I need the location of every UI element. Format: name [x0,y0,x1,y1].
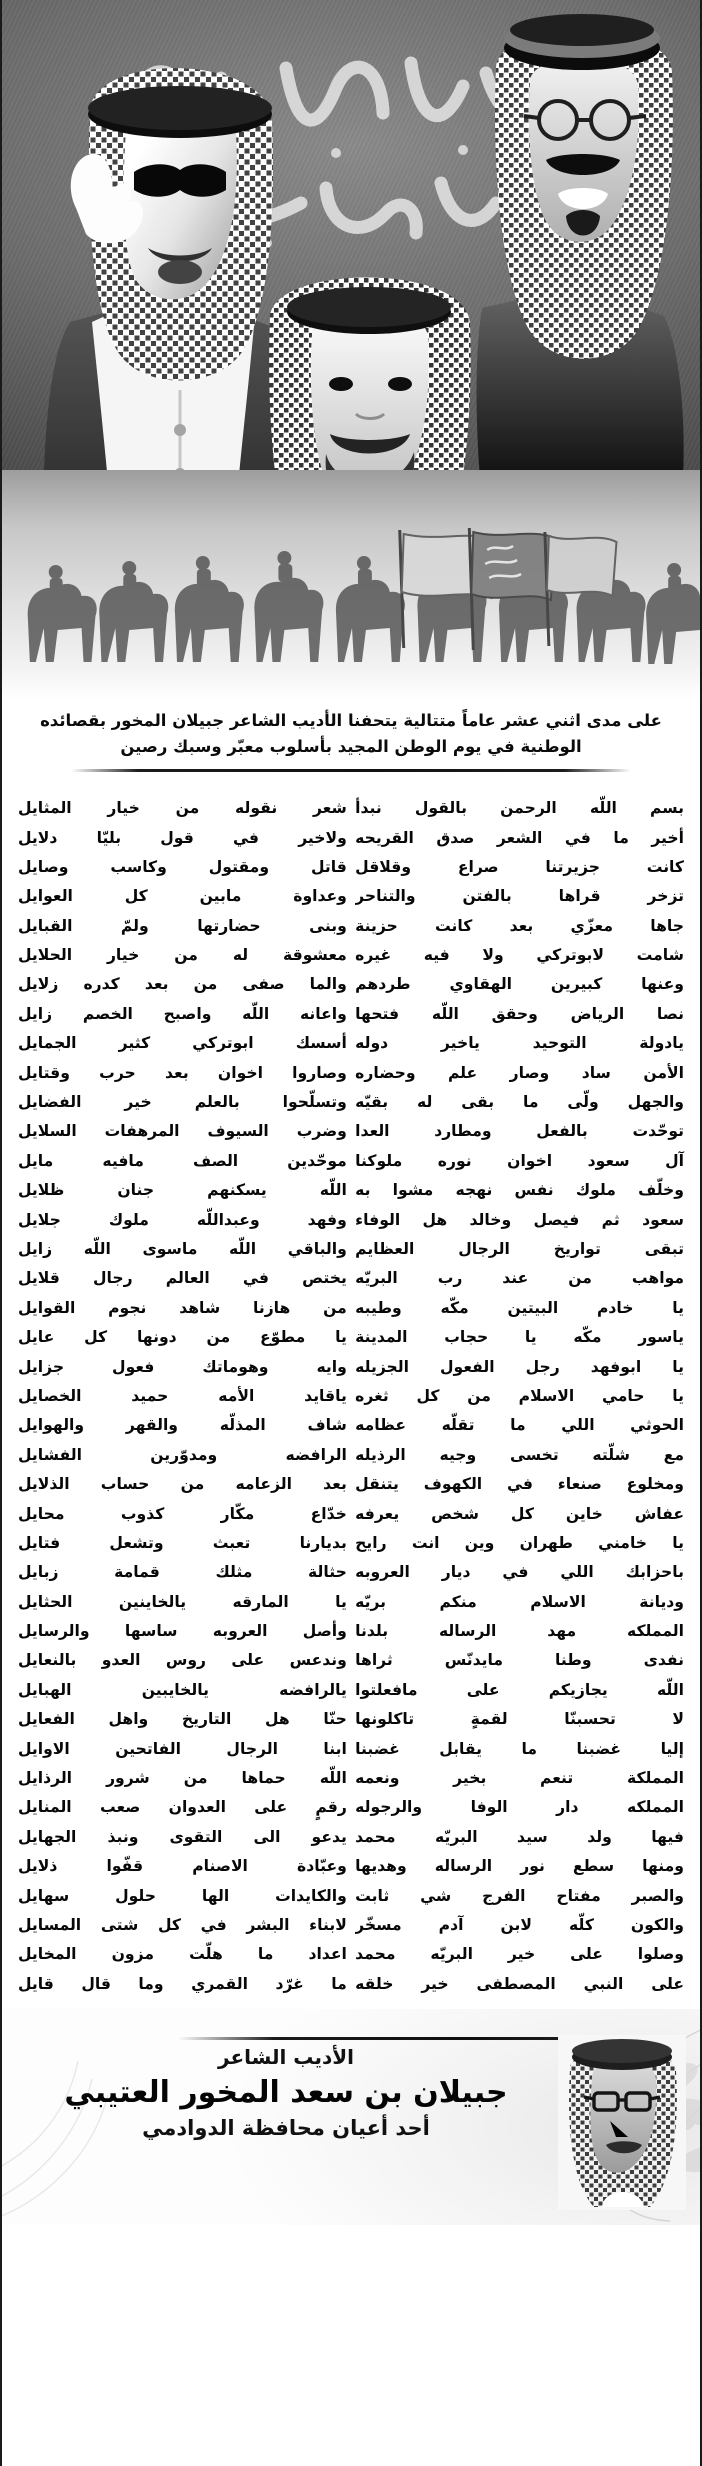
hemistich-first: اللّه يجازيكم على مافعلتوا [355,1680,684,1699]
hemistich-second: اللّه يسكنهم جنان ظلايل [18,1181,347,1200]
poem-line [12,1000,690,1029]
poem-line [12,853,690,882]
poem-line [12,1940,690,1969]
poem-line [12,1382,690,1411]
hemistich-second: والكايدات الها حلول سهايل [18,1886,347,1905]
hemistich-first: كانت جزيرتنا صراع وقلاقل [355,857,684,876]
poem-line [12,1646,690,1675]
poem-line [12,1235,690,1264]
hemistich-second: وضرب السيوف المرهفات السلايل [18,1122,347,1141]
poem-line [12,1764,690,1793]
poem-line [12,941,690,970]
hemistich-first: بسم اللّه الرحمن بالقول نبدأ [355,799,684,818]
poem-line [12,1206,690,1235]
poem-line [12,1529,690,1558]
poem-line [12,1059,690,1088]
poem-line [12,1147,690,1176]
hemistich-first: عفاش خاين كل شخص يعرفه [355,1504,684,1523]
poet-byline-footer [2,2009,700,2225]
poem-line [12,1176,690,1205]
hemistich-second: وندعس على روس العدو بالنعايل [18,1651,347,1670]
hemistich-first: المملكه دار الوفا والرجوله [355,1798,684,1817]
poem-line [12,1911,690,1940]
hemistich-first: نصا الرياض وحقق اللّه فتحها [355,1004,684,1023]
hemistich-second: ياقايد الأمه حميد الخصايل [18,1386,347,1405]
hemistich-second: ولاخير في قول بليّا دلايل [18,828,347,847]
hemistich-second: أسسك ابوتركي كثير الجمايل [18,1034,347,1053]
poem-line [12,1117,690,1146]
hemistich-second: يدعو الى التقوى ونبذ الجهايل [18,1827,347,1846]
hemistich-first: ياسور مكّه يا حجاب المدينة [355,1328,684,1347]
poem-line [12,882,690,911]
poem-line [12,1617,690,1646]
poem-line [12,1882,690,1911]
hemistich-second: يا مطوّع من دونها كل عايل [18,1328,347,1347]
poem-line [12,1441,690,1470]
hemistich-first: لا تحسبنّا لقمةٍ تاكلونها [355,1710,684,1729]
hemistich-first: على النبي المصطفى خير خلقه [355,1974,684,1993]
hemistich-first: ومخلوع صنعاء في الكهوف يتنقل [355,1475,684,1494]
hemistich-second: معشوقة له من خيار الحلايل [18,946,347,965]
hemistich-second: وبنى حضارتها ولمّ القبايل [18,916,347,935]
poem-line [12,1793,690,1822]
hemistich-second: يا المارقه يالخاينين الحثايل [18,1592,347,1611]
hemistich-first: شامت لابوتركي ولا فيه غيره [355,946,684,965]
poet-role: الأديب الشاعر [218,2045,354,2070]
hemistich-second: يالرافضه يالخايبين الهبايل [18,1680,347,1699]
poem-line [12,912,690,941]
poem-line [12,1558,690,1587]
hemistich-second: حنّا هل التاريخ واهل الفعايل [18,1710,347,1729]
poem-line [12,1294,690,1323]
poem-body [2,782,700,2005]
hemistich-second: وصاروا اخوان بعد حرب وقتايل [18,1063,347,1082]
poem-line [12,970,690,999]
poet-byline-text [22,2045,550,2140]
poem-line [12,1705,690,1734]
poem-line [12,824,690,853]
poem-line [12,1970,690,1999]
hemistich-first: والكون كلّه لابن آدم مسخّر [355,1915,684,1934]
poem-line [12,1353,690,1382]
hemistich-second: وتسلّحوا بالعلم خير الفضايل [18,1093,347,1112]
hemistich-second: موحّدين الصف مافيه مايل [18,1151,347,1170]
hemistich-first: يا خامني طهران وين انت رايح [355,1533,684,1552]
hemistich-second: من هازنا شاهد نجوم القوايل [18,1298,347,1317]
hemistich-first: وعنها كبيرين الهقاوي طردهم [355,975,684,994]
hemistich-first: نفدى وطنا مايدنّس ثراها [355,1651,684,1670]
hemistich-second: وعبّادة الاصنام قفّوا ذلايل [18,1857,347,1876]
hemistich-first: تبقى تواريخ الرجال العظايم [355,1239,684,1258]
hemistich-first: آل سعود اخوان نوره ملوكنا [355,1151,684,1170]
poem-line [12,1264,690,1293]
hemistich-second: وعداوة مابين كل العوايل [18,887,347,906]
poem-line [12,1852,690,1881]
hemistich-second: ابنا الرجال الفاتحين الاوايل [18,1739,347,1758]
deck-line-1: على مدى اثني عشر عاماً متتالية يتحفنا الأديب الشاعر جبيلان المخور بقصائده [40,711,662,730]
hemistich-first: وخلّف ملوك نفس نهجه مشوا به [355,1181,684,1200]
hemistich-first: والصبر مفتاح الفرج شي ثابت [355,1886,684,1905]
hemistich-first: وديانة الاسلام منكم بريّه [355,1592,684,1611]
hemistich-first: باحزابك اللي في ديار العروبه [355,1563,684,1582]
poem-line [12,1470,690,1499]
hero-montage [2,0,700,700]
hemistich-second: اعداد ما هلّت مزون المخايل [18,1945,347,1964]
hemistich-first: سعود ثم فيصل وخالد هل الوفاء [355,1210,684,1229]
poem-line [12,1588,690,1617]
camel-caravan-illustration [2,528,700,678]
hemistich-first: أخير ما في الشعر صدق القريحه [355,828,684,847]
hemistich-second: والباقي اللّه ماسوى اللّه زايل [18,1239,347,1258]
hemistich-second: لابناء البشر في كل شتى المسايل [18,1915,347,1934]
hemistich-first: توحّدت بالفعل ومطارد العدا [355,1122,684,1141]
hemistich-first: الأمن ساد وصار علم وحضاره [355,1063,684,1082]
poem-line [12,1823,690,1852]
hemistich-first: المملكة تنعم بخير ونعمه [355,1769,684,1788]
hemistich-first: يا ابوفهد رجل الفعول الجزيله [355,1357,684,1376]
hemistich-second: يختص في العالم رجال قلايل [18,1269,347,1288]
hemistich-first: فيها ولد سيد البريّه محمد [355,1827,684,1846]
hemistich-second: رقمٍ على العدوان صعب المنايل [18,1798,347,1817]
hemistich-second: وايه وهوماتك فعول جزايل [18,1357,347,1376]
hemistich-second: والما صفى من بعد كدره زلايل [18,975,347,994]
hemistich-second: الرافضه ومدوّرين الفشايل [18,1445,347,1464]
poem-line [12,1088,690,1117]
poem-line [12,1323,690,1352]
hemistich-second: شاف المذلّه والقهر والهوايل [18,1416,347,1435]
hemistich-second: اللّه حماها من شرور الرذايل [18,1769,347,1788]
hemistich-first: يا خادم البيتين مكّه وطيبه [355,1298,684,1317]
hemistich-second: قاتل ومقتول وكاسب وصايل [18,857,347,876]
hemistich-first: ومنها سطع نور الرساله وهديها [355,1857,684,1876]
poem-line [12,1500,690,1529]
hemistich-first: تزخر قراها بالفتن والتناحر [355,887,684,906]
poem-line [12,794,690,823]
poet-name: جبيلان بن سعد المخور العتيبي [64,2075,508,2111]
hemistich-first: المملكه مهد الرساله بلدنا [355,1622,684,1641]
hemistich-second: شعر نقوله من خيار المثايل [18,799,347,818]
hemistich-first: مواهب من عند رب البريّه [355,1269,684,1288]
poem-line [12,1411,690,1440]
deck-divider [71,769,631,772]
hemistich-second: وفهد وعبداللّه ملوك جلايل [18,1210,347,1229]
poet-subtitle: أحد أعيان محافظة الدوادمي [142,2116,430,2141]
poet-portrait-photo [558,2035,686,2210]
poem-line [12,1029,690,1058]
deck-headline [2,700,700,782]
hemistich-first: جاها معزّي بعد كانت حزينة [355,916,684,935]
poem-line [12,1676,690,1705]
hemistich-second: بعد الزعامه من حساب الذلايل [18,1475,347,1494]
hemistich-first: الحوثي اللي ما تقلّه عظامه [355,1416,684,1435]
hemistich-first: والجهل ولّى ما بقى له بقيّه [355,1093,684,1112]
hemistich-second: حثالة مثلك قمامة زبايل [18,1563,347,1582]
king-abdulaziz-portrait [474,8,689,478]
hemistich-second: ما غرّد القمري وما قال قايل [18,1974,347,1993]
hemistich-second: بديارنا تعبث وتشعل فتايل [18,1533,347,1552]
poem-line [12,1735,690,1764]
hemistich-second: واعانه اللّه واصبح الخصم زايل [18,1004,347,1023]
hemistich-second: خدّاع مكّار كذوب محايل [18,1504,347,1523]
hemistich-first: مع شلّته تخسى وجيه الرذيله [355,1445,684,1464]
hemistich-first: يا حامي الاسلام من كل ثغره [355,1386,684,1405]
deck-line-2: الوطنية في يوم الوطن المجيد بأسلوب معبّر وسبك رصين [120,736,582,756]
hemistich-first: وصلوا على خير البريّه محمد [355,1945,684,1964]
hemistich-first: يادولة التوحيد ياخير دوله [355,1034,684,1053]
hemistich-first: إليا غضبنا ما يقابل غضبنا [355,1739,684,1758]
hemistich-second: وأصل العروبه ساسها والرسايل [18,1622,347,1641]
